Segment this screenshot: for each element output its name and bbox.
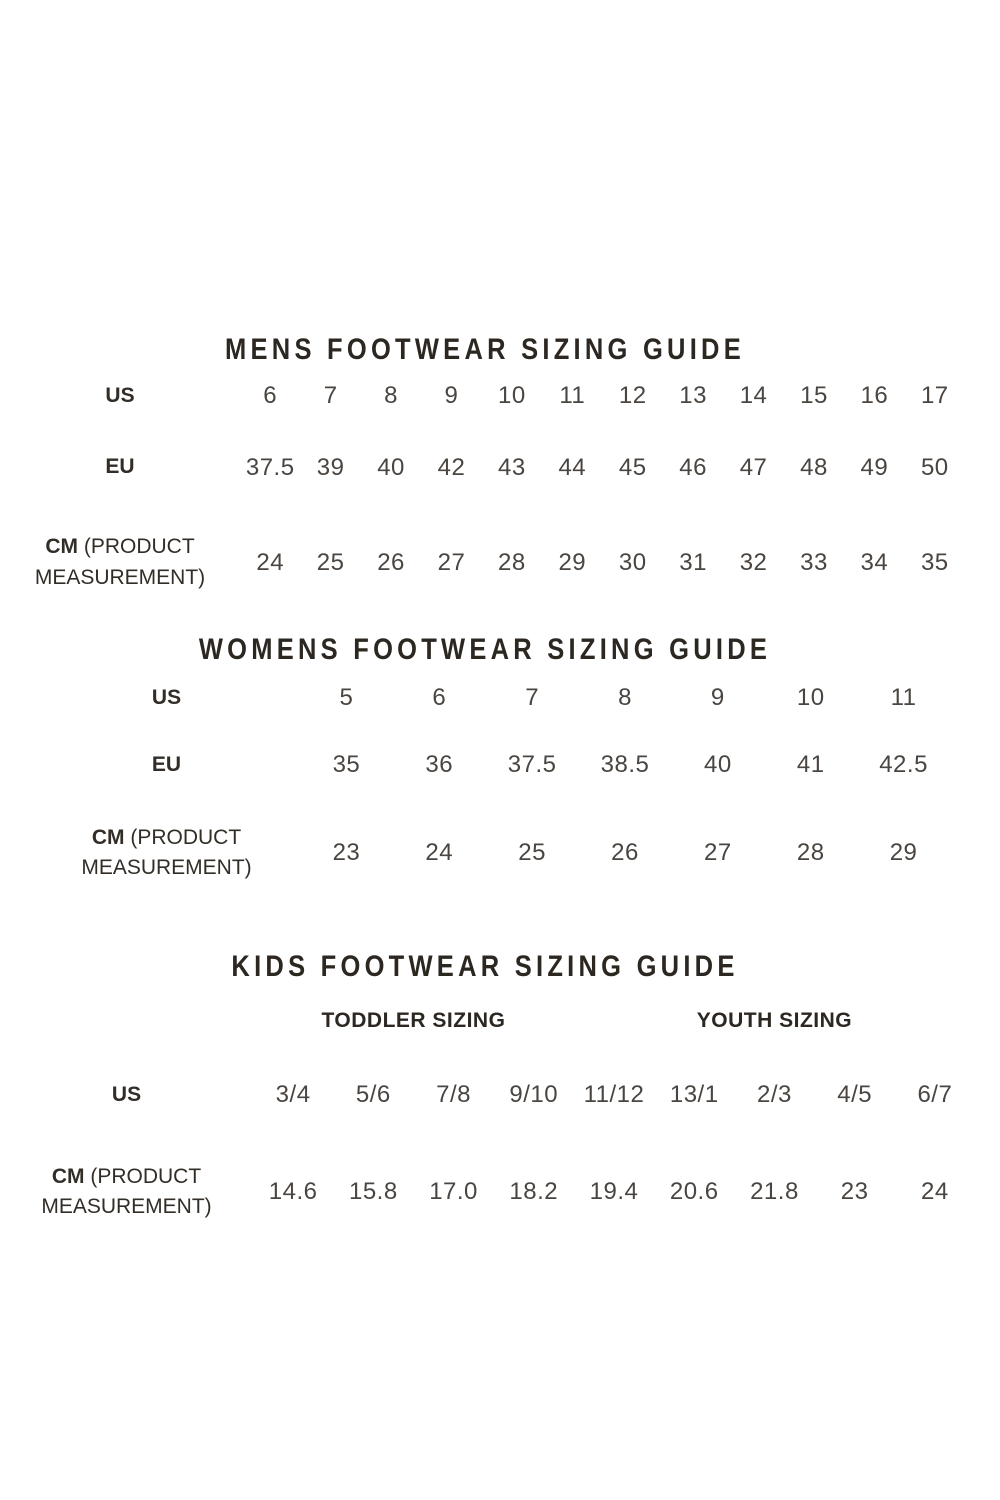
size-cell: 11/12 [583,1081,645,1108]
size-cell: 23 [840,1178,869,1205]
kids-us-row [0,1040,975,1150]
womens-sizing-section [0,633,970,905]
size-cell: 32 [739,548,768,576]
size-cell: 27 [704,839,732,866]
size-cell: 40 [377,453,405,481]
row-label-us-text: US [105,383,135,407]
size-cell: 9 [444,382,459,409]
size-cell: 13/1 [669,1081,719,1108]
size-cell: 14 [739,382,768,409]
size-cell: 6 [432,684,447,711]
row-label-us [0,381,240,411]
size-cell: 37.5 [245,453,295,481]
row-label-cm [0,1162,253,1223]
size-cell: 41 [796,751,825,778]
size-cell: 19.4 [589,1178,639,1205]
row-label-eu [0,750,300,780]
size-cell: 26 [377,548,405,576]
size-cell: 38.5 [600,751,650,778]
size-cell: 29 [889,839,918,866]
size-cell: 25 [316,548,345,576]
size-cell: 45 [618,453,647,481]
size-cell: 47 [739,453,768,481]
size-cell: 5/6 [355,1081,391,1108]
size-cell: 15 [800,382,828,409]
size-cell: 42 [437,453,466,481]
mens-eu-row [0,425,965,510]
size-cell: 42.5 [879,751,928,778]
size-cell: 35 [920,548,949,576]
size-cell: 43 [498,453,526,481]
row-label-us-text: US [111,1082,142,1106]
size-cell: 9 [710,684,725,711]
mens-cm-row [0,510,965,615]
youth-sizing-header: YOUTH SIZING [696,1009,853,1032]
size-cell: 44 [558,453,587,481]
size-cell: 49 [860,453,889,481]
size-cell: 28 [796,839,825,866]
row-label-us-text: US [151,685,182,709]
size-cell: 24 [921,1178,949,1205]
size-cell: 10 [498,382,526,409]
size-cell: 10 [796,684,825,711]
size-cell: 46 [679,453,707,481]
size-cell: 50 [920,453,949,481]
size-cell: 11 [559,382,586,409]
size-cell: 7 [525,684,540,711]
size-cell: 9/10 [509,1081,559,1108]
size-cell: 31 [679,548,707,576]
size-cell: 5 [339,684,354,711]
size-cell: 18.2 [509,1178,559,1205]
size-cell: 36 [425,751,454,778]
size-cell: 8 [618,684,632,711]
size-cell: 17.0 [429,1178,478,1205]
mens-title: MENS FOOTWEAR SIZING GUIDE [225,333,745,366]
size-cell: 7/8 [436,1081,471,1108]
row-label-us [0,1080,253,1110]
size-cell: 14.6 [268,1178,318,1205]
size-cell: 21.8 [750,1178,799,1205]
row-label-cm-text: CM [45,535,78,559]
size-cell: 33 [800,548,828,576]
row-label-eu-text: EU [151,752,182,776]
size-cell: 24 [425,839,454,866]
size-cell: 20.6 [669,1178,719,1205]
size-cell: 4/5 [837,1081,873,1108]
womens-eu-row [0,729,950,801]
size-cell: 2/3 [757,1081,792,1108]
size-cell: 12 [618,382,647,409]
size-cell: 48 [800,453,828,481]
size-cell: 11 [890,684,917,711]
kids-title: KIDS FOOTWEAR SIZING GUIDE [231,950,739,983]
size-cell: 23 [332,839,361,866]
size-cell: 6/7 [917,1081,953,1108]
row-label-cm-subtext: (PRODUCT MEASUREMENT) [41,1164,212,1218]
toddler-sizing-header: TODDLER SIZING [321,1009,506,1032]
size-cell: 39 [316,453,345,481]
kids-sizing-section [0,950,970,1234]
row-label-us [0,683,300,713]
size-cell: 8 [384,382,398,409]
row-label-cm [0,823,300,884]
size-cell: 26 [611,839,639,866]
kids-subheader-row [0,1002,975,1040]
size-cell: 17 [920,382,949,409]
size-cell: 30 [618,548,647,576]
row-label-cm-text: CM [51,1164,85,1188]
kids-cm-row [0,1150,975,1234]
size-cell: 7 [323,382,338,409]
row-label-cm-subtext: (PRODUCT MEASUREMENT) [81,825,252,879]
size-cell: 15.8 [348,1178,398,1205]
size-cell: 40 [704,751,732,778]
mens-sizing-section [0,333,970,615]
womens-us-row [0,667,950,729]
size-cell: 16 [860,382,889,409]
size-cell: 34 [860,548,889,576]
size-cell: 28 [498,548,526,576]
row-label-cm-subtext: (PRODUCT MEASUREMENT) [34,535,206,589]
womens-cm-row [0,801,950,905]
size-cell: 35 [332,751,361,778]
size-cell: 25 [518,839,546,866]
size-cell: 37.5 [507,751,557,778]
womens-title: WOMENS FOOTWEAR SIZING GUIDE [198,633,772,666]
row-label-cm-text: CM [91,825,125,849]
row-label-cm [0,532,240,593]
size-cell: 27 [437,548,466,576]
size-cell: 24 [256,548,285,576]
size-cell: 6 [263,382,278,409]
row-label-eu-text: EU [105,455,135,479]
mens-us-row [0,367,965,425]
size-cell: 29 [558,548,587,576]
row-label-eu [0,452,240,482]
size-cell: 13 [679,382,707,409]
size-cell: 3/4 [275,1081,311,1108]
